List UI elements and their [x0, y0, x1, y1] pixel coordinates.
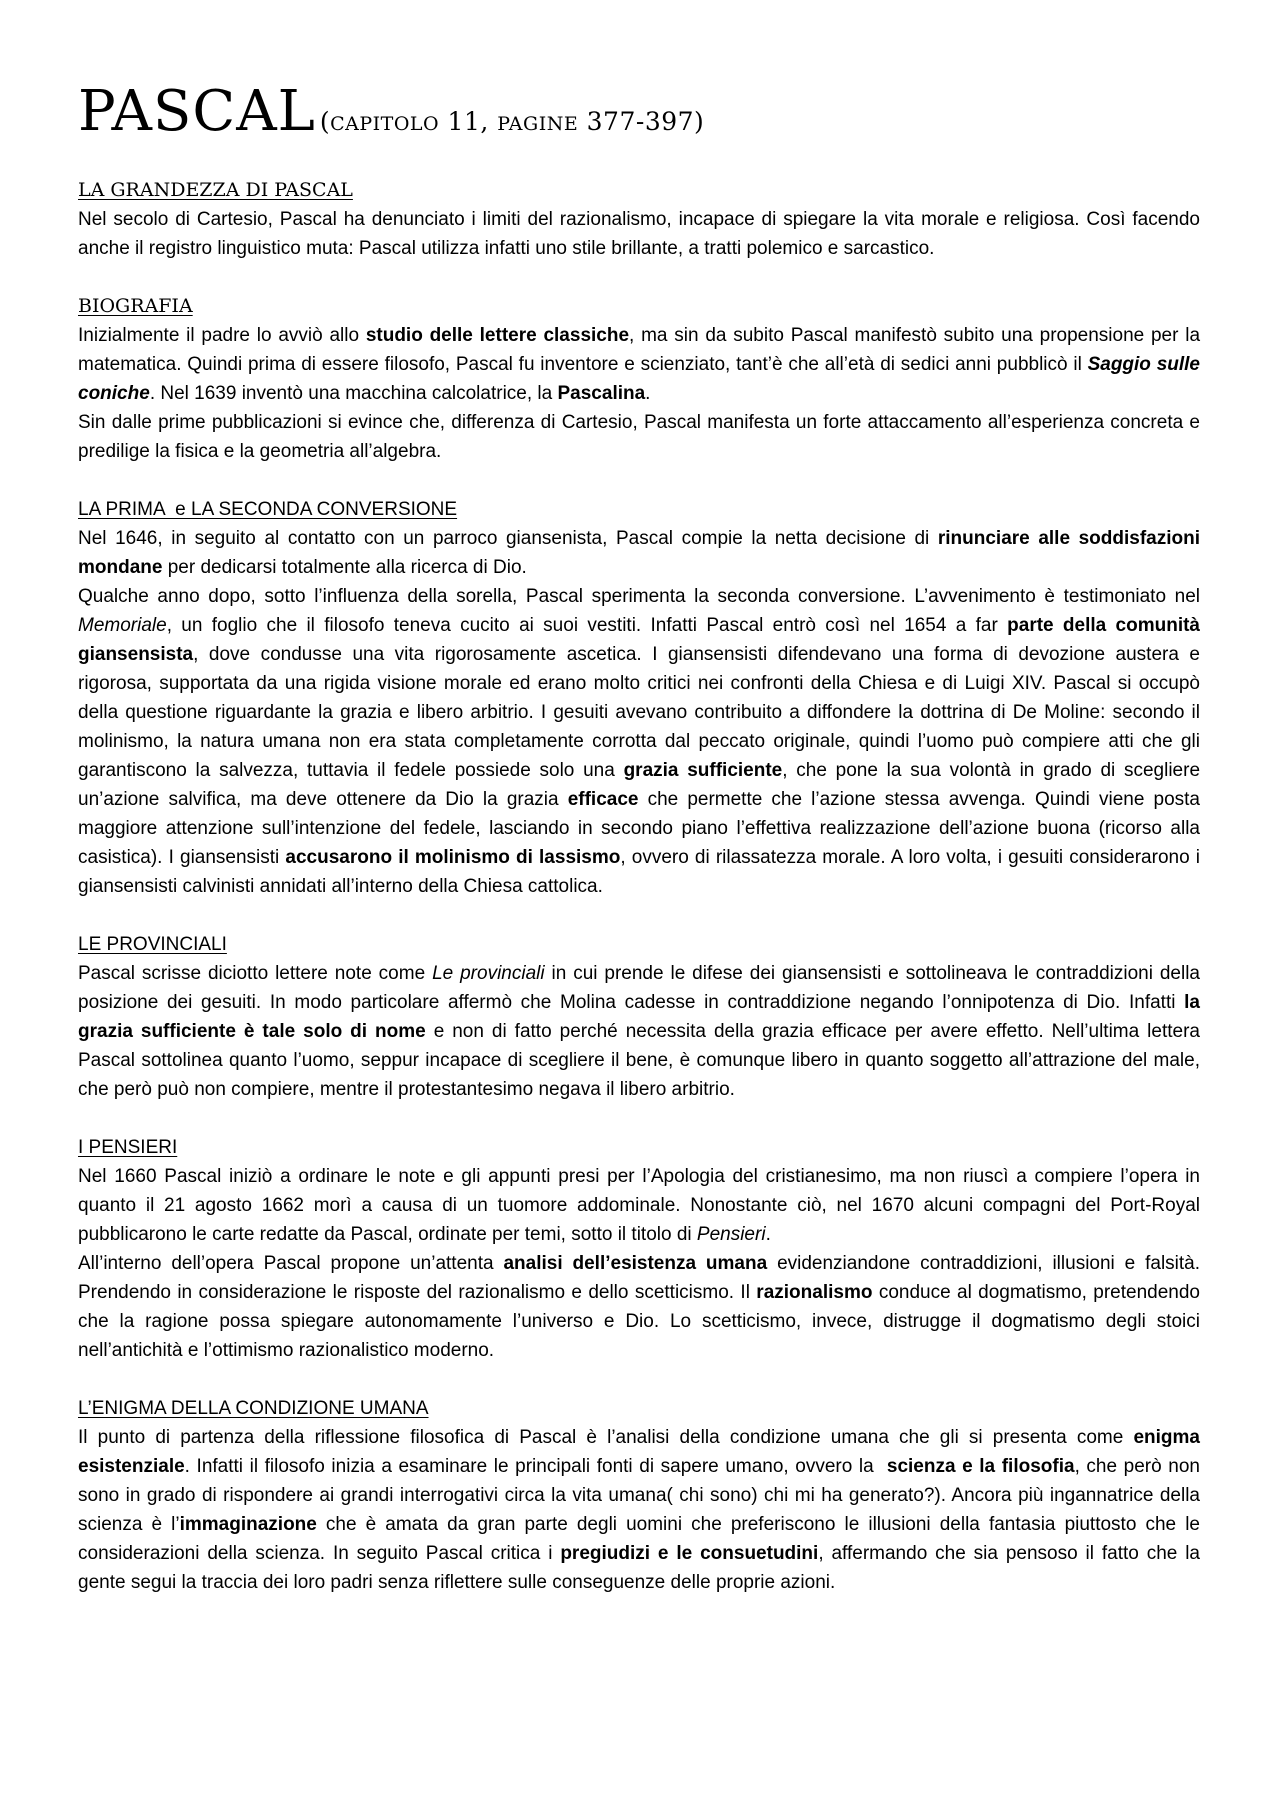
bold-text: grazia sufficiente: [623, 760, 783, 781]
text-run: , affermando che sia pensoso il fatto che la gente segui la traccia dei loro padri senza riflettere sulle conseguenze delle proprie azioni.: [78, 1543, 1201, 1593]
section-provinciali: [78, 930, 1200, 1104]
text-run: , dove condusse una vita rigorosamente ascetica. I giansensisti difendevano una forma di devozione austera e rigorosa, supportata da una rigida visione morale ed erano molto critici nei confronti della Chiesa e di Luigi XIV. Pascal si occupò della questione riguardante la grazia e libero arbitrio. I gesuiti avevano contribuito a diffondere la dottrina di De Moline: secondo il molinismo, la natura umana non era stata completamente corrotta dal peccato originale, quindi l’uomo può compiere atti che gli garantiscono la salvezza, tuttavia il fedele possiede solo una: [78, 644, 1200, 781]
paragraph: [78, 1249, 1200, 1365]
title-subtitle: [320, 107, 704, 136]
section-heading: LA GRANDEZZA DI PASCAL: [78, 179, 353, 201]
text-run: in cui prende le difese dei giansensisti e sottolineava le contraddizioni della posizione dei gesuiti. In modo particolare affermò che Molina cadesse in contraddizione negando l’onnipotenza di Dio. Infatti: [78, 963, 1201, 1013]
bold-text: rinunciare alle soddisfazioni mondane: [78, 528, 1200, 578]
bold-text: parte della comunità giansensista: [78, 615, 1200, 665]
section-heading: L’ENIGMA DELLA CONDIZIONE UMANA: [78, 1398, 429, 1419]
section-heading: LE PROVINCIALI: [78, 934, 227, 955]
bold-italic-text: Saggio sulle coniche: [78, 354, 1200, 404]
text-run: , che pone la sua volontà in grado di scegliere un’azione salvifica, ma deve ottenere da Dio la grazia: [78, 760, 1201, 810]
paragraph: [78, 321, 1200, 408]
text-run: che permette che l’azione stessa avvenga. Quindi viene posta maggiore attenzione sull’intenzione del fedele, lasciando in secondo piano l’effettiva realizzazione dell’azione buona (ricorso alla casistica). I giansensisti: [78, 789, 1200, 868]
paragraph: [78, 524, 1200, 582]
section-heading: I PENSIERI: [78, 1137, 178, 1158]
section-biografia: [78, 292, 1200, 466]
subtitle-open-paren: (: [319, 107, 331, 136]
text-run: Il punto di partenza della riflessione filosofica di Pascal è l’analisi della condizione umana che gli si presenta come: [78, 1427, 1134, 1448]
bold-text: enigma esistenziale: [78, 1427, 1200, 1477]
section-grandezza: [78, 176, 1200, 263]
bold-text: efficace: [567, 789, 639, 810]
text-run: che è amata da gran parte degli uomini che preferiscono le illusioni della fantasia piuttosto che le considerazioni della scienza. In seguito Pascal critica i: [78, 1514, 1200, 1564]
text-run: , che però non sono in grado di rispondere ai grandi interrogativi circa la vita umana( chi sono) chi mi ha generato?). Ancora più ingannatrice della scienza è l’: [78, 1456, 1200, 1535]
section-heading: LA PRIMA e LA SECONDA CONVERSIONE: [78, 499, 458, 520]
section-conversione: [78, 495, 1200, 901]
italic-text: Memoriale: [78, 615, 167, 636]
title-main: PASCAL: [78, 79, 316, 144]
bold-text: scienza e la filosofia: [886, 1456, 1075, 1477]
subtitle-chapter-number: 11,: [439, 107, 498, 136]
text-run: Nel 1646, in seguito al contatto con un parroco giansenista, Pascal compie la netta decisione di: [78, 528, 938, 549]
bold-text: pregiudizi e le consuetudini: [560, 1543, 819, 1564]
text-run: . Infatti il filosofo inizia a esaminare le principali fonti di sapere umano, ovvero la: [184, 1456, 887, 1477]
page-title: [78, 79, 1200, 144]
bold-text: analisi dell’esistenza umana: [503, 1253, 768, 1274]
subtitle-pagine: PAGINE: [497, 113, 579, 135]
paragraph: Sin dalle prime pubblicazioni si evince che, differenza di Cartesio, Pascal manifesta un forte attaccamento all’esperienza concreta e predilige la fisica e la geometria all’algebra.: [78, 412, 1200, 462]
text-run: All’interno dell’opera Pascal propone un’attenta: [78, 1253, 504, 1274]
text-run: Inizialmente il padre lo avviò allo: [78, 325, 366, 346]
section-heading: BIOGRAFIA: [78, 295, 193, 317]
bold-text: Pascalina: [557, 383, 646, 404]
text-run: , ovvero di rilassatezza morale. A loro volta, i gesuiti considerarono i giansensisti calvinisti annidati all’interno della Chiesa cattolica.: [78, 847, 1200, 897]
text-run: Qualche anno dopo, sotto l’influenza della sorella, Pascal sperimenta la seconda conversione. L’avvenimento è testimoniato nel: [78, 586, 1200, 607]
paragraph: Nel secolo di Cartesio, Pascal ha denunciato i limiti del razionalismo, incapace di spiegare la vita morale e religiosa. Così facendo anche il registro linguistico muta: Pascal utilizza infatti uno stile brillante, a tratti polemico e sarcastico.: [78, 209, 1200, 259]
italic-text: Le provinciali: [432, 963, 545, 984]
bold-text: la grazia sufficiente è tale solo di nome: [78, 992, 1200, 1042]
section-pensieri: [78, 1133, 1200, 1365]
bold-text: razionalismo: [756, 1282, 873, 1303]
text-run: . Nel 1639 inventò una macchina calcolatrice, la: [149, 383, 558, 404]
text-run: Pascal scrisse diciotto lettere note come: [78, 963, 433, 984]
text-run: per dedicarsi totalmente alla ricerca di Dio.: [162, 557, 527, 578]
text-run: .: [765, 1224, 771, 1245]
text-run: evidenziandone contraddizioni, illusioni e falsità. Prendendo in considerazione le risposte del razionalismo e dello scetticismo. Il: [78, 1253, 1201, 1303]
text-run: conduce al dogmatismo, pretendendo che la ragione possa spiegare autonomamente l’universo e Dio. Lo scetticismo, invece, distrugge il dogmatismo degli stoici nell’antichità e l’ottimismo razionalistico moderno.: [78, 1282, 1200, 1361]
bold-text: studio delle lettere classiche: [365, 325, 630, 346]
paragraph: [78, 1423, 1200, 1597]
text-run: Nel 1660 Pascal iniziò a ordinare le note e gli appunti presi per l’Apologia del cristianesimo, ma non riuscì a compiere l’opera in quanto il 21 agosto 1662 morì a causa di un tuomore addominale. Nonostante ciò, nel 1670 alcuni compagni del Port-Royal pubblicarono le carte redatte da Pascal, ordinate per temi, sotto il titolo di: [78, 1166, 1200, 1245]
bold-text: immaginazione: [179, 1514, 317, 1535]
text-run: , un foglio che il filosofo teneva cucito ai suoi vestiti. Infatti Pascal entrò così nel 1654 a far: [166, 615, 1008, 636]
paragraph: [78, 959, 1200, 1104]
text-run: .: [645, 383, 651, 404]
section-enigma: [78, 1394, 1200, 1597]
text-run: e non di fatto perché necessita della grazia efficace per avere effetto. Nell’ultima lettera Pascal sottolinea quanto l’uomo, seppur incapace di scegliere il bene, è comunque libero in quanto soggetto all’attrazione del male, che però può non compiere, mentre il protestantesimo negava il libero arbitrio.: [78, 1021, 1200, 1100]
paragraph: [78, 1162, 1200, 1249]
paragraph: [78, 582, 1200, 901]
bold-text: accusarono il molinismo di lassismo: [285, 847, 621, 868]
text-run: , ma sin da subito Pascal manifestò subito una propensione per la matematica. Quindi prima di essere filosofo, Pascal fu inventore e scienziato, tant’è che all’età di sedici anni pubblicò il: [78, 325, 1201, 375]
subtitle-capitolo: CAPITOLO: [330, 113, 440, 135]
subtitle-pages: 377-397): [578, 107, 705, 136]
italic-text: Pensieri: [696, 1224, 766, 1245]
